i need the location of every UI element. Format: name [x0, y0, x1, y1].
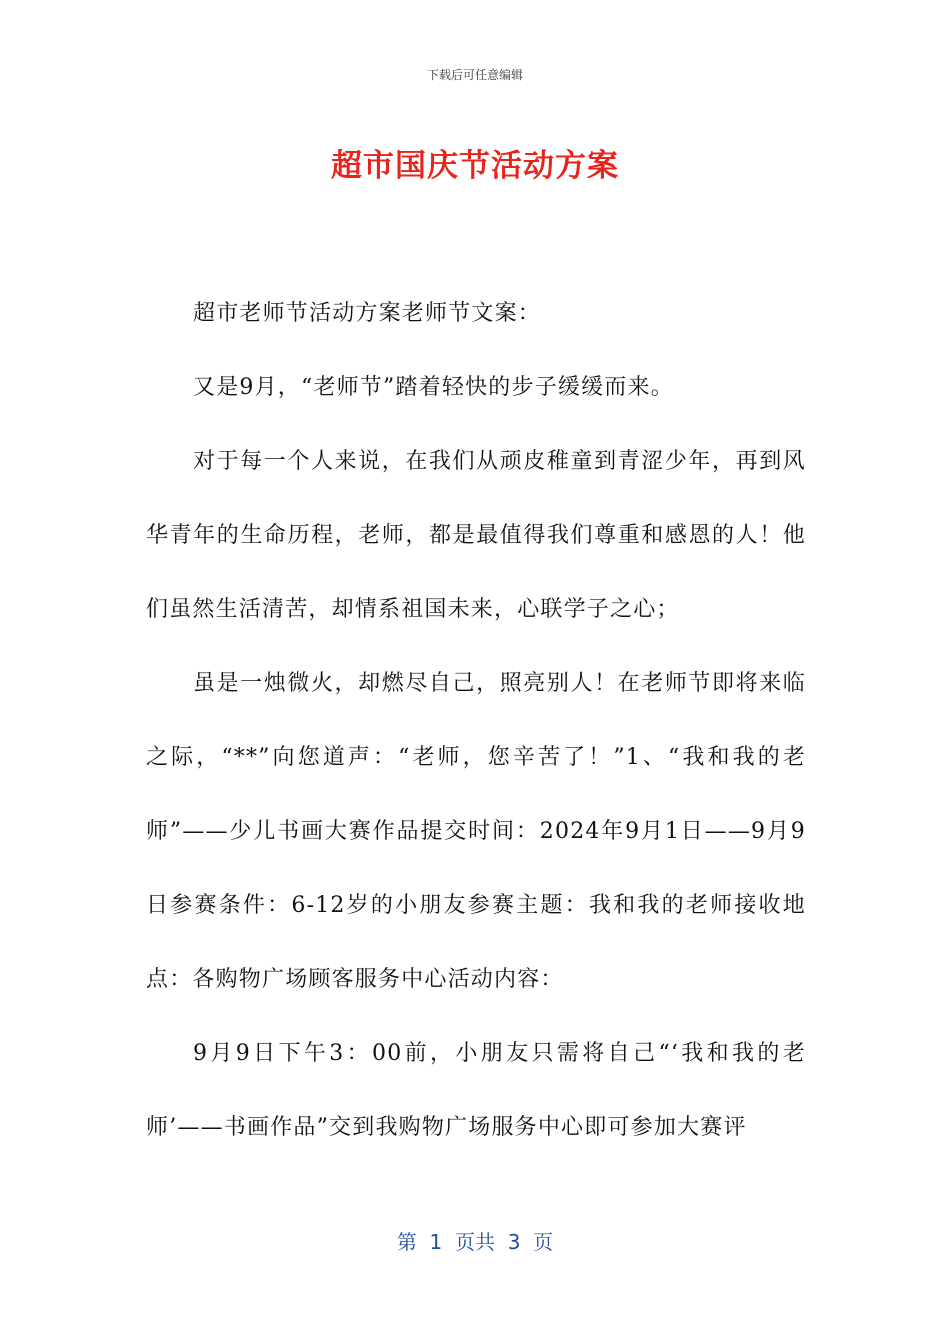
paragraph: 又是9月，“老师节”踏着轻快的步子缓缓而来。	[193, 375, 674, 400]
document-body	[146, 277, 806, 1165]
document-title: 超市国庆节活动方案	[331, 148, 619, 184]
page-footer: 第 1 页共 3 页	[396, 1230, 554, 1254]
paragraph: 对于每一个人来说，在我们从顽皮稚童到青涩少年，再到风华青年的生命历程，老师，都是最值得我们尊重和感恩的人！他们虽然生活清苦，却情系祖国未来，心联学子之心；	[146, 449, 806, 622]
paragraph: 虽是一烛微火，却燃尽自己，照亮别人！在老师节即将来临之际，“**”向您道声：“老师，您辛苦了！”1、“我和我的老师”——少儿书画大赛作品提交时间：2024年9月1日——9月9日参赛条件：6-12岁的小朋友参赛主题：我和我的老师接收地点：各购物广场顾客服务中心活动内容：	[146, 671, 806, 992]
header-note: 下载后可任意编辑	[426, 68, 523, 82]
paragraph: 9月9日下午3：00前，小朋友只需将自己“‘我和我的老师’——书画作品”交到我购物广场服务中心即可参加大赛评	[146, 1041, 806, 1140]
paragraph: 超市老师节活动方案老师节文案：	[193, 301, 542, 326]
